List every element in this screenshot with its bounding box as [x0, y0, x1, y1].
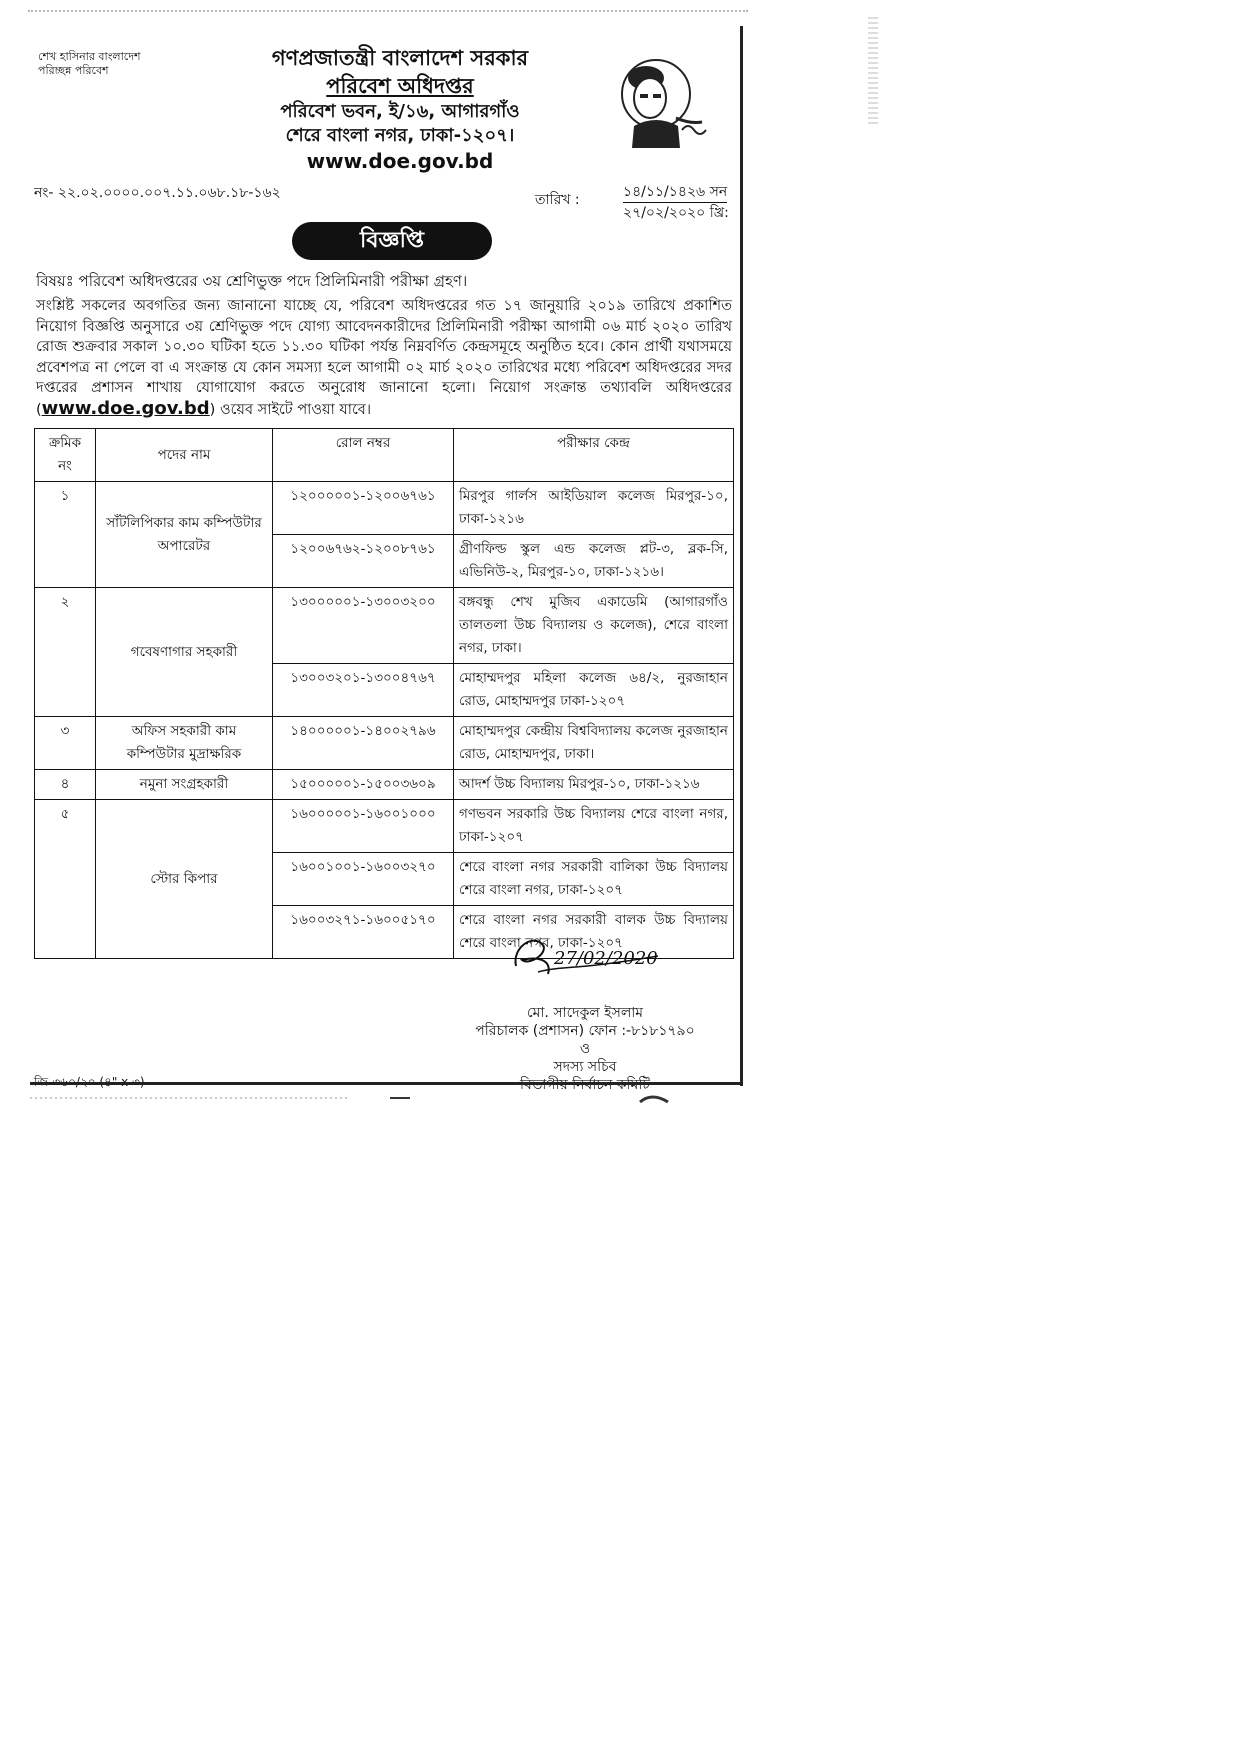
row-post: গবেষণাগার সহকারী [96, 588, 273, 717]
row-roll: ১৪০০০০০১-১৪০০২৭৯৬ [273, 717, 454, 770]
notice-title: বিজ্ঞপ্তি [292, 222, 492, 260]
header-serial: ক্রমিক নং [35, 429, 96, 482]
notice-body-text-end: ) ওয়েব সাইটে পাওয়া যাবে। [209, 401, 372, 418]
exam-center-table [34, 428, 734, 959]
row-post: অফিস সহকারী কাম কম্পিউটার মুদ্রাক্ষরিক [96, 717, 273, 770]
row-roll: ১২০০৬৭৬২-১২০০৮৭৬১ [273, 535, 454, 588]
slogan-line-2: পরিচ্ছন্ন পরিবেশ [38, 64, 109, 77]
row-serial: ২ [35, 588, 96, 717]
table-row [35, 800, 734, 853]
row-center: মোহাম্মদপুর মহিলা কলেজ ৬৪/২, নুরজাহান রোড, মোহাম্মদপুর ঢাকা-১২০৭ [454, 664, 734, 717]
row-serial: ১ [35, 482, 96, 588]
table-header-row [35, 429, 734, 482]
row-center: শেরে বাংলা নগর সরকারী বালিকা উচ্চ বিদ্যালয় শেরে বাংলা নগর, ঢাকা-১২০৭ [454, 853, 734, 906]
memo-number: নং- ২২.০২.০০০০.০০৭.১১.০৬৮.১৮-১৬২ [34, 185, 281, 201]
scan-noise-strip [868, 14, 878, 124]
row-center: মোহাম্মদপুর কেন্দ্রীয় বিশ্ববিদ্যালয় কলেজ নুরজাহান রোড, মোহাম্মদপুর, ঢাকা। [454, 717, 734, 770]
signer-committee: বিভাগীয় নির্বাচন কমিটি [520, 1077, 650, 1093]
row-roll: ১৫০০০০০১-১৫০০৩৬০৯ [273, 770, 454, 800]
row-serial: ৪ [35, 770, 96, 800]
header-post: পদের নাম [96, 429, 273, 482]
row-serial: ৩ [35, 717, 96, 770]
address-line-2: শেরে বাংলা নগর, ঢাকা-১২০৭। [285, 125, 515, 146]
row-roll: ১৬০০৩২৭১-১৬০০৫১৭০ [273, 906, 454, 959]
signer-conjunction: ও [579, 1041, 591, 1057]
row-center: বঙ্গবন্ধু শেখ মুজিব একাডেমি (আগারগাঁও তালতলা উচ্চ বিদ্যালয় ও কলেজ), শেরে বাংলা নগর, ঢাকা। [454, 588, 734, 664]
signature-date: 27/02/2020 [554, 948, 658, 969]
header-roll: রোল নম্বর [273, 429, 454, 482]
row-serial: ৫ [35, 800, 96, 959]
date-english: ২৭/০২/২০২০ খ্রি: [623, 205, 729, 221]
notice-body [36, 296, 732, 420]
row-post: সাঁটলিপিকার কাম কম্পিউটার অপারেটর [96, 482, 273, 588]
row-post: স্টোর কিপার [96, 800, 273, 959]
letterhead [180, 44, 620, 174]
row-roll: ১৬০০০০০১-১৬০০১০০০ [273, 800, 454, 853]
table-row [35, 482, 734, 535]
mujib-borsho-logo-icon [598, 48, 718, 156]
row-roll: ১৩০০৩২০১-১৩০০৪৭৬৭ [273, 664, 454, 717]
row-center: মিরপুর গার্লস আইডিয়াল কলেজ মিরপুর-১০, ঢাকা-১২১৬ [454, 482, 734, 535]
government-name: গণপ্রজাতন্ত্রী বাংলাদেশ সরকার [271, 46, 529, 70]
signer-block [450, 1004, 720, 1094]
notice-body-text: সংশ্লিষ্ট সকলের অবগতির জন্য জানানো যাচ্ছে যে, পরিবেশ অধিদপ্তরের গত ১৭ জানুয়ারি ২০১৯ তারিখে প্রকাশিত নিয়োগ বিজ্ঞপ্তি অনুসারে ৩য় শ্রেণিভুক্ত পদে যোগ্য আবেদনকারীদের প্রিলিমিনারী পরীক্ষা আগামী ০৬ মার্চ ২০২০ তারিখ রোজ শুক্রবার সকাল ১০.৩০ ঘটিকা হতে ১১.৩০ ঘটিকা পর্যন্ত নিম্নবর্ণিত কেন্দ্রসমূহে অনুষ্ঠিত হবে। কোন প্রার্থী যথাসময়ে প্রবেশপত্র না পেলে বা এ সংক্রান্ত যে কোন সমস্যা হলে আগামী ০২ মার্চ ২০২০ তারিখের মধ্যে পরিবেশ অধিদপ্তরের সদর দপ্তরের প্রশাসন শাখায় যোগাযোগ করতে অনুরোধ জানানো হলো। নিয়োগ সংক্রান্ত তথ্যাবলি অধিদপ্তরের ( [36, 298, 732, 418]
scan-bottom-marks [30, 1092, 750, 1112]
table-row [35, 588, 734, 664]
website: www.doe.gov.bd [306, 149, 494, 173]
row-center: গণভবন সরকারি উচ্চ বিদ্যালয় শেরে বাংলা নগর, ঢাকা-১২০৭ [454, 800, 734, 853]
subject-line: বিষয়ঃ পরিবেশ অধিদপ্তরের ৩য় শ্রেণিভুক্ত পদে প্রিলিমিনারী পরীক্ষা গ্রহণ। [36, 272, 468, 290]
notice-page [30, 26, 743, 1093]
row-roll: ১৬০০১০০১-১৬০০৩২৭০ [273, 853, 454, 906]
signer-role: সদস্য সচিব [553, 1059, 617, 1075]
handwritten-signature [508, 926, 668, 986]
row-post: নমুনা সংগ্রহকারী [96, 770, 273, 800]
row-center: গ্রীণফিল্ড স্কুল এন্ড কলেজ প্লট-৩, ব্লক-সি, এভিনিউ-২, মিরপুর-১০, ঢাকা-১২১৬। [454, 535, 734, 588]
table-row [35, 770, 734, 800]
date-label: তারিখ : [535, 192, 580, 208]
department-name: পরিবেশ অধিদপ্তর [326, 74, 474, 98]
address-line-1: পরিবেশ ভবন, ই/১৬, আগারগাঁও [280, 101, 520, 122]
print-reference-code: জি-৩৬০/২০ (৪" x ৩) [34, 1075, 145, 1089]
row-center: আদর্শ উচ্চ বিদ্যালয় মিরপুর-১০, ঢাকা-১২১৬ [454, 770, 734, 800]
row-roll: ১২০০০০০১-১২০০৬৭৬১ [273, 482, 454, 535]
signer-designation: পরিচালক (প্রশাসন) ফোন :-৮১৮১৭৯০ [475, 1023, 695, 1039]
scan-edge-top [28, 10, 748, 18]
signer-name: মো. সাদেকুল ইসলাম [526, 1005, 644, 1021]
header-center: পরীক্ষার কেন্দ্র [454, 429, 734, 482]
page-bottom-rule [30, 1082, 742, 1085]
date-bangla: ১৪/১১/১৪২৬ সন [623, 182, 727, 203]
slogan [38, 50, 141, 78]
row-center: শেরে বাংলা নগর সরকারী বালক উচ্চ বিদ্যালয় শেরে বাংলা নগর, ঢাকা-১২০৭ [454, 906, 734, 959]
slogan-line-1: শেখ হাসিনার বাংলাদেশ [38, 50, 141, 63]
row-roll: ১৩০০০০০১-১৩০০৩২০০ [273, 588, 454, 664]
notice-body-website: www.doe.gov.bd [41, 397, 210, 419]
table-row [35, 717, 734, 770]
